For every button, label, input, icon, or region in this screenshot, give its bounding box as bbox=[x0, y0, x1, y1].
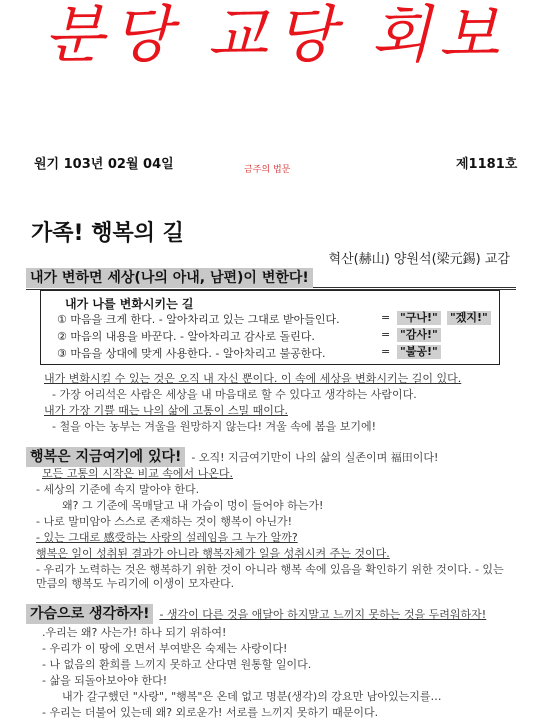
issue-number: 제1181호 bbox=[456, 157, 518, 172]
box-row-2: ② 마음의 내용을 바꾼다. - 알아차리고 감사로 돌린다. bbox=[57, 330, 315, 343]
tag-bulgong: "불공!" bbox=[397, 345, 441, 359]
tag-guna: "구나!" bbox=[397, 311, 441, 325]
section-heading-subtext: - 생각이 다른 것을 애달아 하지말고 느끼지 못하는 것을 두려워하자! bbox=[159, 608, 487, 621]
section-heading-text: 행복은 지금여기에 있다! bbox=[26, 447, 185, 467]
s3-line-5: 내가 갈구했던 "사랑", "행복"은 온데 없고 명분(생각)의 강요만 남아있는지를… bbox=[62, 690, 442, 703]
box-row-3-eq: = bbox=[381, 345, 391, 358]
section-heading-text: 내가 변하면 세상(나의 아내, 남편)이 변한다! bbox=[26, 268, 313, 288]
s1-line-3: 내가 가장 기쁠 때는 나의 삶에 고통이 스밀 때이다. bbox=[44, 404, 288, 417]
s1-line-1: 내가 변화시킬 수 있는 것은 오직 내 자신 뿐이다. 이 속에 세상을 변화시키는 길이 있다. bbox=[44, 372, 462, 385]
s3-line-6: - 우리는 더불어 있는데 왜? 외로운가! 서로를 느끼지 못하기 때문이다. bbox=[42, 706, 379, 719]
s3-line-2: - 우리가 이 땅에 오면서 부여받은 숙제는 사랑이다! bbox=[42, 642, 288, 655]
s1-line-4: - 철을 아는 농부는 겨울을 원망하지 않는다! 겨울 속에 봄을 보기에! bbox=[52, 420, 377, 433]
section-heading-text: 가슴으로 생각하자! bbox=[26, 604, 153, 624]
s2-line-2: - 세상의 기준에 속지 말아야 한다. bbox=[36, 483, 200, 496]
s2-line-3: 왜? 그 기준에 목매달고 내 가슴이 멍이 들어야 하는가! bbox=[62, 499, 324, 512]
box-row-1-eq: = bbox=[381, 311, 391, 324]
box-title: 내가 나를 변화시키는 길 bbox=[65, 297, 194, 311]
s3-line-3: - 나 없음의 환희를 느끼지 못하고 산다면 원통할 일이다. bbox=[42, 658, 312, 671]
dharma-label: 금주의 법문 bbox=[244, 165, 291, 175]
s2-line-5: - 있는 그대로 感受하는 사랑의 설레임을 그 누가 알까? bbox=[36, 531, 298, 544]
masthead-title: 분당 교당 회보 bbox=[44, 0, 507, 71]
self-change-box bbox=[40, 290, 500, 365]
box-row-1: ① 마음을 크게 한다. - 알아차리고 있는 그대로 받아들인다. bbox=[57, 313, 340, 326]
section-heading-3 bbox=[26, 603, 516, 623]
s2-line-1: 모든 고통의 시작은 비교 속에서 나온다. bbox=[42, 467, 233, 480]
article-title: 가족! 행복의 길 bbox=[31, 221, 184, 246]
s2-line-7: - 우리가 노력하는 것은 행복하기 위한 것이 아니라 행복 속에 있음을 확인하기 위한 것이다. - 있는 만큼의 행복도 누리기에 이생이 모자란다. bbox=[36, 563, 504, 590]
s2-line-4: - 나로 말미암아 스스로 존재하는 것이 행복이 아닌가! bbox=[36, 515, 292, 528]
box-row-3: ③ 마음을 상대에 맞게 사용한다. - 알아차리고 불공한다. bbox=[57, 347, 326, 360]
box-row-2-eq: = bbox=[381, 328, 391, 341]
s3-line-1: .우리는 왜? 사는가! 하나 되기 위하여! bbox=[42, 626, 227, 639]
section-heading-1 bbox=[26, 267, 516, 290]
article-author: 혁산(赫山) 양원석(梁元錫) 교감 bbox=[328, 252, 510, 267]
tag-getji: "겠지!" bbox=[447, 311, 491, 325]
s3-line-4: - 삶을 되돌아보아야 한다! bbox=[42, 674, 168, 687]
s2-line-6: 행복은 일이 성취된 결과가 아니라 행복자체가 일을 성취시켜 주는 것이다. bbox=[36, 547, 390, 560]
section-heading-subtext: - 오직! 지금여기만이 나의 삶의 실존이며 福田이다! bbox=[191, 451, 439, 464]
tag-gamsa: "감사!" bbox=[397, 328, 441, 342]
s1-line-2: - 가장 어리석은 사람은 세상을 내 마음대로 할 수 있다고 생각하는 사람이다. bbox=[52, 388, 417, 401]
masthead bbox=[0, 0, 540, 150]
section-heading-2 bbox=[26, 446, 516, 466]
issue-date: 원기 103년 02월 04일 bbox=[34, 157, 174, 172]
